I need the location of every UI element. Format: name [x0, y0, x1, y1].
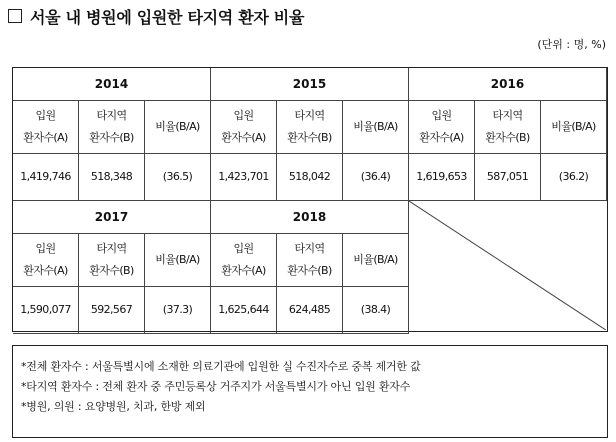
year-header-2015: [211, 68, 409, 101]
header-ratio: [145, 101, 211, 154]
year-header-2017: [13, 201, 211, 234]
header-other-region-line2: 환자수(B): [287, 131, 332, 144]
value-other-region-2018: [277, 287, 343, 334]
value-other-region-2016: [475, 154, 541, 201]
ratio-value: (36.4): [360, 170, 391, 183]
admitted-value: 1,423,701: [218, 170, 269, 183]
header-other-region: [277, 101, 343, 154]
header-ratio-label: 비율(B/A): [155, 253, 200, 266]
header-admitted: [13, 101, 79, 154]
year-label: 2014: [94, 77, 129, 91]
header-ratio: [541, 101, 607, 154]
value-ratio-2015: [343, 154, 409, 201]
value-admitted-2016: [409, 154, 475, 201]
title-text: 서울 내 병원에 입원한 타지역 환자 비율: [30, 7, 305, 27]
value-ratio-2016: [541, 154, 607, 201]
value-ratio-2014: [145, 154, 211, 201]
notes-box: [12, 345, 608, 438]
note-exclusions: *병원, 의원 : 요양병원, 치과, 한방 제외: [21, 400, 206, 413]
header-other-region-line2: 환자수(B): [287, 264, 332, 277]
other-region-value: 518,348: [90, 170, 133, 183]
other-region-value: 518,042: [288, 170, 331, 183]
year-label: 2016: [490, 77, 525, 91]
header-other-region-line2: 환자수(B): [89, 264, 134, 277]
header-ratio: [145, 234, 211, 287]
value-admitted-2015: [211, 154, 277, 201]
header-admitted-line2: 환자수(A): [23, 131, 68, 144]
year-label: 2017: [94, 210, 129, 224]
header-admitted-line1: 입원: [35, 109, 56, 122]
admitted-value: 1,625,644: [218, 303, 269, 316]
diagonal-line: [409, 201, 606, 330]
header-admitted-line1: 입원: [431, 109, 452, 122]
year-label: 2015: [292, 77, 327, 91]
header-admitted-line2: 환자수(A): [221, 264, 266, 277]
value-admitted-2014: [13, 154, 79, 201]
ratio-value: (36.5): [162, 170, 193, 183]
value-ratio-2018: [343, 287, 409, 334]
value-admitted-2018: [211, 287, 277, 334]
header-ratio: [343, 101, 409, 154]
header-admitted-line1: 입원: [233, 242, 254, 255]
header-admitted-line2: 환자수(A): [419, 131, 464, 144]
other-region-value: 587,051: [486, 170, 529, 183]
header-other-region-line1: 타지역: [96, 242, 127, 255]
header-other-region-line1: 타지역: [492, 109, 523, 122]
other-region-value: 592,567: [90, 303, 133, 316]
header-other-region: [79, 101, 145, 154]
header-admitted: [13, 234, 79, 287]
header-admitted-line1: 입원: [35, 242, 56, 255]
header-ratio-label: 비율(B/A): [155, 120, 200, 133]
admitted-value: 1,619,653: [416, 170, 467, 183]
admitted-value: 1,590,077: [20, 303, 71, 316]
year-header-2016: [409, 68, 607, 101]
header-other-region: [277, 234, 343, 287]
other-region-value: 624,485: [288, 303, 331, 316]
header-ratio-label: 비율(B/A): [551, 120, 596, 133]
header-other-region-line2: 환자수(B): [89, 131, 134, 144]
ratio-value: (38.4): [360, 303, 391, 316]
header-admitted-line2: 환자수(A): [23, 264, 68, 277]
value-ratio-2017: [145, 287, 211, 334]
unit-label: (단위 : 명, %): [537, 38, 606, 51]
year-label: 2018: [292, 210, 327, 224]
statistics-table: [12, 67, 608, 332]
header-other-region: [79, 234, 145, 287]
header-admitted: [211, 101, 277, 154]
value-admitted-2017: [13, 287, 79, 334]
header-admitted: [211, 234, 277, 287]
header-admitted-line1: 입원: [233, 109, 254, 122]
year-header-2018: [211, 201, 409, 234]
empty-diagonal-cell: [409, 201, 606, 330]
header-other-region: [475, 101, 541, 154]
value-other-region-2015: [277, 154, 343, 201]
value-other-region-2017: [79, 287, 145, 334]
header-ratio: [343, 234, 409, 287]
header-ratio-label: 비율(B/A): [353, 120, 398, 133]
note-total-patients: *전체 환자수 : 서울특별시에 소재한 의료기관에 입원한 실 수진자수로 중복 제거한 값: [21, 360, 421, 373]
header-other-region-line1: 타지역: [294, 242, 325, 255]
header-ratio-label: 비율(B/A): [353, 253, 398, 266]
header-admitted: [409, 101, 475, 154]
value-other-region-2014: [79, 154, 145, 201]
checkbox-square-icon: [8, 9, 22, 23]
header-other-region-line2: 환자수(B): [485, 131, 530, 144]
year-header-2014: [13, 68, 211, 101]
document-title: [8, 4, 304, 28]
admitted-value: 1,419,746: [20, 170, 71, 183]
header-other-region-line1: 타지역: [96, 109, 127, 122]
ratio-value: (36.2): [558, 170, 589, 183]
header-other-region-line1: 타지역: [294, 109, 325, 122]
header-admitted-line2: 환자수(A): [221, 131, 266, 144]
ratio-value: (37.3): [162, 303, 193, 316]
note-other-region-patients: *타지역 환자수 : 전체 환자 중 주민등록상 거주지가 서울특별시가 아닌 입원 환자수: [21, 380, 411, 393]
